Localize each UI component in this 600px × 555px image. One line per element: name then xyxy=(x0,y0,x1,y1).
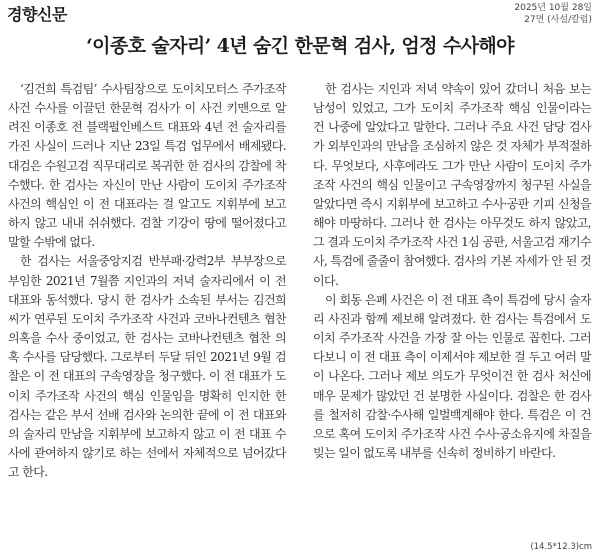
paragraph: 한 검사는 서울중앙지검 반부패·강력2부 부부장으로 부임한 2021년 7월쯤 지인과의 저녁 술자리에서 이 전 대표와 동석했다. 당시 한 검사가 소속된 부서는 김건희씨가 연루된 도이치 주가조작 사건과 코바나컨텐츠 협찬 의혹을 수사 중이었고, 한 검사는 코바나컨텐츠 협찬 의혹 수사를 담당했다. 그로부터 두달 뒤인 2021년 9월 검찰은 이 전 대표의 구속영장을 청구했다. 이 전 대표가 도이치 주가조작 사건의 핵심 인물임을 명확히 인지한 한 검사는 같은 부서 선배 검사와 논의한 끝에 이 전 대표와의 술자리 만남을 지휘부에 보고하지 않고 이 전 대표 수사에 관여하지 않기로 하는 선에서 자체적으로 넘어갔다고 한다. xyxy=(8,254,286,480)
page-section: 27면 (사설/칼럼) xyxy=(524,15,592,25)
article-headline: ‘이종호 술자리’ 4년 숨긴 한문혁 검사, 엄정 수사해야 xyxy=(86,35,514,57)
article-column-left xyxy=(8,80,286,482)
article-column-right xyxy=(313,80,591,463)
newspaper-masthead: 경향신문 xyxy=(7,5,67,24)
publication-date: 2025년 10월 28일 xyxy=(514,3,592,13)
clipping-size-note: (14.5*12.3)cm xyxy=(530,542,592,552)
paragraph: 한 검사는 지인과 저녁 약속이 있어 갔더니 처음 보는 남성이 있었고, 그가 도이치 주가조작 핵심 인물이라는 건 나중에 알았다고 말한다. 그러나 주요 사건 담당 검사가 외부인과의 만남을 조심하지 않은 것 자체가 부적절하다. 무엇보다, 사후에라도 그가 만난 사람이 도이치 주가조작 사건의 핵심 인물이고 구속영장까지 청구된 사실을 알았다면 즉시 지휘부에 보고하고 수사·공판 기피 신청을 해야 마땅하다. 그러나 한 검사는 아무것도 하지 않았고, 그 결과 도이치 주가조작 사건 1심 공판, 서울고검 재기수사, 특검에 줄줄이 참여했다. 검사의 기본 자세가 안 된 것이다. xyxy=(313,82,591,288)
paragraph: 이 회동 은폐 사건은 이 전 대표 측이 특검에 당시 술자리 사진과 함께 제보해 알려졌다. 한 검사는 특검에서 도이치 주가조작 사건을 가장 잘 아는 인물로 꼽힌다. 그러다보니 이 전 대표 측이 이제서야 제보한 걸 두고 여러 말이 나온다. 그러나 제보 의도가 무엇이건 한 검사 처신에 매우 문제가 많았던 건 분명한 사실이다. 검찰은 한 검사를 철저히 감찰·수사해 일벌백계해야 한다. 특검은 이 건으로 혹여 도이치 주가조작 사건 수사·공소유지에 차질을 빚는 일이 없도록 내부를 신속히 정비하기 바란다. xyxy=(313,292,591,460)
dateline xyxy=(514,2,592,26)
paragraph: ‘김건희 특검팀’ 수사팀장으로 도이치모터스 주가조작 사건 수사를 이끌던 한문혁 검사가 이 사건 키맨으로 알려진 이종호 전 블랙펄인베스트 대표와 4년 전 술자리를 가진 사실이 드러나 지난 23일 특검 업무에서 배제됐다. 대검은 수원고검 직무대리로 복귀한 한 검사의 감찰에 착수했다. 한 검사는 자신이 만난 사람이 도이치 주가조작 사건의 핵심인 이 전 대표라는 걸 알고도 지휘부에 보고하지 않고 내내 쉬쉬했다. 검찰 기강이 땅에 떨어졌다고 말할 수밖에 없다. xyxy=(8,82,286,250)
